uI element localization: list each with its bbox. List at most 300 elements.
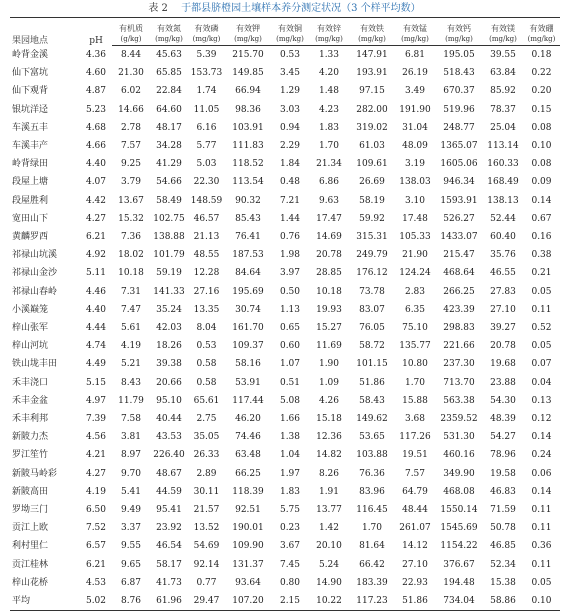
value-cell: 1.09 bbox=[318, 377, 340, 388]
value-cell: 7.31 bbox=[120, 286, 142, 297]
value-cell: 193.91 bbox=[356, 68, 388, 79]
value-cell: 1.07 bbox=[279, 359, 301, 370]
value-cell: 191.90 bbox=[399, 104, 431, 115]
header-col-name: 有效锌 bbox=[309, 18, 349, 34]
value-cell: 1.74 bbox=[196, 86, 217, 97]
value-cell: 74.46 bbox=[235, 432, 261, 443]
value-cell: 66.94 bbox=[235, 86, 261, 97]
value-cell: 23.92 bbox=[156, 523, 182, 534]
value-cell: 6.21 bbox=[85, 232, 107, 243]
value-cell: 85.92 bbox=[490, 86, 516, 97]
table-header bbox=[10, 18, 560, 46]
value-cell: 5.21 bbox=[120, 359, 142, 370]
value-cell: 13.67 bbox=[118, 195, 144, 206]
value-cell: 9.70 bbox=[120, 468, 142, 479]
value-cell: 946.34 bbox=[443, 177, 475, 188]
value-cell: 111.83 bbox=[232, 141, 264, 152]
value-cell: 13.35 bbox=[193, 304, 220, 315]
value-cell: 64.60 bbox=[156, 104, 182, 115]
value-cell: 76.05 bbox=[359, 323, 385, 334]
table-row bbox=[10, 556, 560, 574]
value-cell: 1545.69 bbox=[440, 523, 478, 534]
value-cell: 75.10 bbox=[402, 323, 428, 334]
value-cell: 0.76 bbox=[279, 232, 301, 243]
value-cell: 54.30 bbox=[490, 395, 516, 406]
table-row bbox=[10, 301, 560, 319]
value-cell: 10.18 bbox=[118, 268, 144, 279]
value-cell: 4.49 bbox=[85, 359, 107, 370]
value-cell: 15.88 bbox=[402, 395, 428, 406]
value-cell: 5.75 bbox=[279, 505, 301, 516]
value-cell: 5.41 bbox=[120, 486, 142, 497]
value-cell: 190.01 bbox=[232, 523, 264, 534]
value-cell: 0.67 bbox=[531, 213, 552, 224]
value-cell: 6.35 bbox=[404, 304, 426, 315]
value-cell: 221.66 bbox=[443, 341, 475, 352]
value-cell: 78.96 bbox=[490, 450, 516, 461]
value-cell: 10.22 bbox=[309, 592, 349, 611]
value-cell: 65.85 bbox=[156, 68, 182, 79]
value-cell: 4.74 bbox=[85, 341, 107, 352]
value-cell: 149.62 bbox=[356, 414, 388, 425]
value-cell: 1.70 bbox=[318, 141, 340, 152]
site-cell: 仙下富坑 bbox=[12, 68, 49, 79]
value-cell: 1.44 bbox=[279, 213, 301, 224]
value-cell: 5.23 bbox=[85, 104, 107, 115]
value-cell: 195.05 bbox=[443, 50, 475, 60]
value-cell: 4.40 bbox=[85, 159, 107, 170]
value-cell: 2.89 bbox=[196, 468, 217, 479]
header-col-name: 有效钾 bbox=[225, 18, 271, 34]
value-cell: 53.91 bbox=[235, 377, 261, 388]
value-cell: 0.11 bbox=[531, 523, 552, 534]
value-cell: 6.86 bbox=[318, 177, 340, 188]
value-cell: 168.49 bbox=[487, 177, 519, 188]
table-row bbox=[10, 82, 560, 100]
site-cell: 祁禄山春岭 bbox=[12, 286, 58, 297]
table-caption bbox=[0, 2, 569, 16]
value-cell: 248.77 bbox=[443, 122, 475, 133]
value-cell: 6.57 bbox=[85, 541, 107, 552]
value-cell: 1.83 bbox=[279, 486, 301, 497]
site-cell: 银坑洋迳 bbox=[12, 104, 49, 115]
value-cell: 48.44 bbox=[402, 505, 428, 516]
value-cell: 20.78 bbox=[316, 250, 342, 261]
value-cell: 4.07 bbox=[85, 177, 107, 188]
table-row bbox=[10, 446, 560, 464]
value-cell: 4.66 bbox=[85, 141, 107, 152]
table-row bbox=[10, 101, 560, 119]
value-cell: 19.51 bbox=[402, 450, 428, 461]
value-cell: 187.53 bbox=[232, 250, 264, 261]
value-cell: 4.97 bbox=[85, 395, 107, 406]
value-cell: 4.19 bbox=[85, 486, 107, 497]
table-row bbox=[10, 283, 560, 301]
value-cell: 194.48 bbox=[443, 577, 475, 588]
header-site: 果园地点 bbox=[10, 18, 80, 46]
value-cell: 7.52 bbox=[85, 523, 107, 534]
value-cell: 46.20 bbox=[235, 414, 261, 425]
nutrient-table-container bbox=[10, 17, 560, 611]
value-cell: 138.88 bbox=[153, 232, 185, 243]
value-cell: 2.78 bbox=[120, 122, 142, 133]
value-cell: 138.03 bbox=[399, 177, 431, 188]
value-cell: 315.31 bbox=[356, 232, 388, 243]
value-cell: 54.66 bbox=[156, 177, 182, 188]
nutrient-table bbox=[10, 17, 560, 611]
value-cell: 0.24 bbox=[531, 450, 552, 461]
value-cell: 5.61 bbox=[120, 323, 142, 334]
value-cell: 1.70 bbox=[404, 377, 426, 388]
table-row bbox=[10, 137, 560, 155]
value-cell: 0.08 bbox=[531, 122, 552, 133]
value-cell: 0.60 bbox=[279, 341, 301, 352]
value-cell: 22.30 bbox=[193, 177, 220, 188]
value-cell: 61.96 bbox=[150, 592, 188, 611]
value-cell: 28.85 bbox=[316, 268, 342, 279]
table-row bbox=[10, 537, 560, 555]
value-cell: 6.21 bbox=[85, 559, 107, 570]
value-cell: 7.39 bbox=[85, 414, 107, 425]
value-cell: 0.65 bbox=[279, 323, 301, 334]
value-cell: 215.70 bbox=[232, 50, 264, 60]
value-cell: 46.57 bbox=[193, 213, 220, 224]
value-cell: 2.75 bbox=[196, 414, 217, 425]
header-col-name: 有机质 bbox=[112, 18, 150, 34]
value-cell: 153.73 bbox=[190, 68, 223, 79]
header-col-name: 有效钙 bbox=[435, 18, 483, 34]
value-cell: 14.90 bbox=[316, 577, 342, 588]
value-cell: 51.86 bbox=[359, 377, 385, 388]
value-cell: 0.51 bbox=[279, 377, 301, 388]
site-cell: 贡江桂林 bbox=[12, 559, 49, 570]
value-cell: 468.64 bbox=[443, 268, 475, 279]
value-cell: 4.68 bbox=[85, 122, 107, 133]
value-cell: 531.30 bbox=[443, 432, 475, 443]
value-cell: 63.84 bbox=[490, 68, 516, 79]
value-cell: 45.63 bbox=[156, 50, 182, 60]
value-cell: 0.07 bbox=[531, 359, 552, 370]
header-col-unit: (mg/kg) bbox=[435, 33, 483, 46]
site-cell: 罗江笙竹 bbox=[12, 450, 49, 461]
value-cell: 59.19 bbox=[156, 268, 182, 279]
value-cell: 109.37 bbox=[232, 341, 264, 352]
value-cell: 21.90 bbox=[402, 250, 428, 261]
value-cell: 4.20 bbox=[318, 68, 340, 79]
value-cell: 3.10 bbox=[404, 195, 426, 206]
value-cell: 4.27 bbox=[85, 213, 107, 224]
value-cell: 27.10 bbox=[490, 304, 516, 315]
table-number: 表 2 bbox=[148, 3, 168, 14]
value-cell: 17.47 bbox=[316, 213, 342, 224]
value-cell: 0.22 bbox=[531, 68, 552, 79]
value-cell: 5.08 bbox=[279, 395, 301, 406]
value-cell: 31.04 bbox=[402, 122, 428, 133]
site-cell: 新陂力杰 bbox=[12, 432, 49, 443]
value-cell: 8.97 bbox=[120, 450, 142, 461]
site-cell: 车溪丰产 bbox=[12, 141, 49, 152]
value-cell: 35.76 bbox=[490, 250, 516, 261]
value-cell: 11.05 bbox=[193, 104, 220, 115]
value-cell: 58.49 bbox=[156, 195, 182, 206]
value-cell: 5.24 bbox=[318, 559, 340, 570]
table-row bbox=[10, 574, 560, 592]
value-cell: 48.09 bbox=[402, 141, 428, 152]
value-cell: 131.37 bbox=[232, 559, 264, 570]
value-cell: 58.17 bbox=[156, 559, 182, 570]
value-cell: 1.33 bbox=[318, 50, 340, 60]
value-cell: 116.45 bbox=[356, 505, 388, 516]
value-cell: 102.75 bbox=[153, 213, 185, 224]
header-col-name: 有效镁 bbox=[483, 18, 523, 34]
value-cell: 4.21 bbox=[85, 450, 107, 461]
value-cell: 71.59 bbox=[490, 505, 516, 516]
header-col-name: 有效氮 bbox=[150, 18, 188, 34]
value-cell: 5.02 bbox=[80, 592, 112, 611]
value-cell: 48.17 bbox=[156, 122, 182, 133]
value-cell: 148.59 bbox=[190, 195, 223, 206]
value-cell: 1.48 bbox=[318, 86, 340, 97]
value-cell: 5.11 bbox=[85, 268, 107, 279]
table-row bbox=[10, 374, 560, 392]
value-cell: 64.79 bbox=[402, 486, 428, 497]
value-cell: 1365.07 bbox=[440, 141, 478, 152]
header-col-name: 有效锰 bbox=[395, 18, 435, 34]
header-col-unit: (mg/kg) bbox=[395, 33, 435, 46]
header-col-unit: (mg/kg) bbox=[309, 33, 349, 46]
value-cell: 7.36 bbox=[120, 232, 142, 243]
value-cell: 18.02 bbox=[118, 250, 144, 261]
site-cell: 铁山垅丰田 bbox=[12, 359, 58, 370]
value-cell: 10.80 bbox=[402, 359, 428, 370]
value-cell: 0.10 bbox=[531, 141, 552, 152]
site-cell: 梓山河坑 bbox=[12, 341, 49, 352]
value-cell: 21.13 bbox=[193, 232, 220, 243]
value-cell: 4.27 bbox=[85, 468, 107, 479]
value-cell: 27.16 bbox=[193, 286, 220, 297]
value-cell: 81.64 bbox=[359, 541, 385, 552]
value-cell: 14.12 bbox=[402, 541, 428, 552]
value-cell: 65.61 bbox=[193, 395, 220, 406]
value-cell: 176.12 bbox=[356, 268, 388, 279]
table-row bbox=[10, 246, 560, 264]
value-cell: 39.27 bbox=[490, 323, 516, 334]
value-cell: 0.14 bbox=[531, 195, 552, 206]
value-cell: 5.77 bbox=[196, 141, 217, 152]
value-cell: 22.93 bbox=[402, 577, 428, 588]
value-cell: 6.02 bbox=[120, 86, 142, 97]
value-cell: 5.03 bbox=[196, 159, 217, 170]
header-col-unit: (g/kg) bbox=[112, 33, 150, 46]
value-cell: 84.64 bbox=[235, 268, 261, 279]
value-cell: 6.50 bbox=[85, 505, 107, 516]
value-cell: 0.80 bbox=[279, 577, 301, 588]
value-cell: 93.64 bbox=[235, 577, 261, 588]
value-cell: 0.36 bbox=[531, 541, 552, 552]
value-cell: 58.19 bbox=[359, 195, 385, 206]
value-cell: 30.11 bbox=[193, 486, 220, 497]
value-cell: 0.11 bbox=[531, 559, 552, 570]
value-cell: 2.15 bbox=[271, 592, 309, 611]
site-cell: 新陂高田 bbox=[12, 486, 49, 497]
value-cell: 18.26 bbox=[156, 341, 182, 352]
value-cell: 107.20 bbox=[225, 592, 271, 611]
site-cell: 利村里仁 bbox=[12, 541, 49, 552]
value-cell: 21.34 bbox=[316, 159, 342, 170]
value-cell: 195.69 bbox=[232, 286, 264, 297]
value-cell: 61.03 bbox=[359, 141, 385, 152]
value-cell: 48.55 bbox=[193, 250, 220, 261]
site-cell: 仙下观背 bbox=[12, 86, 49, 97]
header-col-unit: (mg/kg) bbox=[188, 33, 225, 46]
value-cell: 4.19 bbox=[120, 341, 142, 352]
value-cell: 319.02 bbox=[356, 122, 388, 133]
value-cell: 20.66 bbox=[156, 377, 182, 388]
value-cell: 0.16 bbox=[531, 232, 552, 243]
header-col-unit: (mg/kg) bbox=[523, 33, 560, 46]
table-title: 于都县脐橙园土壤样本养分测定状况（3 个样平均数） bbox=[181, 3, 421, 14]
value-cell: 5.15 bbox=[85, 377, 107, 388]
header-col-unit: (mg/kg) bbox=[225, 33, 271, 46]
table-row bbox=[10, 483, 560, 501]
value-cell: 92.51 bbox=[235, 505, 261, 516]
value-cell: 4.40 bbox=[85, 304, 107, 315]
value-cell: 58.16 bbox=[235, 359, 261, 370]
value-cell: 46.83 bbox=[490, 486, 516, 497]
value-cell: 0.09 bbox=[531, 177, 552, 188]
value-cell: 35.05 bbox=[193, 432, 220, 443]
value-cell: 4.53 bbox=[85, 577, 107, 588]
value-cell: 63.48 bbox=[235, 450, 261, 461]
value-cell: 2.83 bbox=[404, 286, 426, 297]
value-cell: 518.43 bbox=[443, 68, 475, 79]
value-cell: 98.36 bbox=[235, 104, 261, 115]
site-cell: 岭背金溪 bbox=[12, 49, 49, 60]
value-cell: 9.25 bbox=[120, 159, 142, 170]
header-col-unit: (mg/kg) bbox=[349, 33, 395, 46]
value-cell: 15.32 bbox=[118, 213, 144, 224]
value-cell: 670.37 bbox=[443, 86, 475, 97]
value-cell: 0.77 bbox=[196, 577, 217, 588]
table-row bbox=[10, 173, 560, 191]
site-cell: 罗坳三门 bbox=[12, 505, 49, 516]
value-cell: 563.38 bbox=[443, 395, 475, 406]
value-cell: 3.97 bbox=[279, 268, 301, 279]
value-cell: 15.38 bbox=[490, 577, 516, 588]
value-cell: 1593.91 bbox=[440, 195, 478, 206]
value-cell: 1.13 bbox=[279, 304, 301, 315]
value-cell: 1.66 bbox=[279, 414, 301, 425]
value-cell: 117.44 bbox=[232, 395, 264, 406]
value-cell: 0.06 bbox=[531, 468, 552, 479]
site-cell: 段屋上塘 bbox=[12, 177, 49, 188]
table-row bbox=[10, 465, 560, 483]
value-cell: 39.38 bbox=[156, 359, 182, 370]
value-cell: 0.52 bbox=[531, 323, 552, 334]
value-cell: 124.24 bbox=[399, 268, 431, 279]
site-cell: 宽田山下 bbox=[12, 213, 49, 224]
value-cell: 58.86 bbox=[483, 592, 523, 611]
value-cell: 1.70 bbox=[361, 523, 383, 534]
value-cell: 52.44 bbox=[490, 213, 516, 224]
value-cell: 149.85 bbox=[232, 68, 264, 79]
value-cell: 1.84 bbox=[279, 159, 301, 170]
value-cell: 9.49 bbox=[120, 505, 142, 516]
value-cell: 50.78 bbox=[490, 523, 516, 534]
value-cell: 9.63 bbox=[318, 195, 340, 206]
table-body bbox=[10, 46, 560, 611]
value-cell: 54.27 bbox=[490, 432, 516, 443]
table-row bbox=[10, 319, 560, 337]
table-row bbox=[10, 392, 560, 410]
value-cell: 3.79 bbox=[120, 177, 142, 188]
value-cell: 1154.22 bbox=[440, 541, 478, 552]
value-cell: 59.92 bbox=[359, 213, 385, 224]
value-cell: 103.88 bbox=[356, 450, 388, 461]
value-cell: 0.23 bbox=[279, 523, 301, 534]
value-cell: 11.69 bbox=[316, 341, 342, 352]
header-col-unit: (mg/kg) bbox=[483, 33, 523, 46]
site-cell: 岭背绿田 bbox=[12, 159, 49, 170]
value-cell: 19.93 bbox=[316, 304, 342, 315]
value-cell: 92.14 bbox=[193, 559, 220, 570]
value-cell: 109.61 bbox=[356, 159, 388, 170]
value-cell: 3.49 bbox=[404, 86, 426, 97]
header-ph: pH bbox=[80, 18, 112, 46]
table-row bbox=[10, 428, 560, 446]
table-row bbox=[10, 501, 560, 519]
value-cell: 0.08 bbox=[531, 159, 552, 170]
header-col-name: 有效铁 bbox=[349, 18, 395, 34]
value-cell: 4.42 bbox=[85, 195, 107, 206]
value-cell: 26.19 bbox=[402, 68, 428, 79]
site-cell: 祁禄山金沙 bbox=[12, 268, 58, 279]
value-cell: 1.83 bbox=[318, 122, 340, 133]
value-cell: 101.15 bbox=[356, 359, 388, 370]
average-row bbox=[10, 592, 560, 611]
value-cell: 118.52 bbox=[232, 159, 264, 170]
value-cell: 46.55 bbox=[490, 268, 516, 279]
value-cell: 35.24 bbox=[156, 304, 182, 315]
value-cell: 349.90 bbox=[443, 468, 475, 479]
value-cell: 0.21 bbox=[531, 268, 552, 279]
value-cell: 4.26 bbox=[318, 395, 340, 406]
value-cell: 1.98 bbox=[279, 250, 301, 261]
site-cell: 小溪巅笼 bbox=[12, 304, 49, 315]
value-cell: 26.69 bbox=[359, 177, 385, 188]
value-cell: 13.52 bbox=[193, 523, 220, 534]
value-cell: 19.68 bbox=[490, 359, 516, 370]
value-cell: 66.25 bbox=[235, 468, 261, 479]
value-cell: 237.30 bbox=[443, 359, 475, 370]
value-cell: 11.79 bbox=[118, 395, 144, 406]
site-cell: 黄麟罗西 bbox=[12, 232, 49, 243]
value-cell: 4.46 bbox=[85, 286, 107, 297]
table-row bbox=[10, 337, 560, 355]
value-cell: 0.53 bbox=[279, 50, 301, 60]
value-cell: 0.14 bbox=[531, 432, 552, 443]
value-cell: 4.92 bbox=[85, 250, 107, 261]
value-cell: 101.79 bbox=[153, 250, 185, 261]
value-cell: 0.48 bbox=[279, 177, 301, 188]
value-cell: 117.26 bbox=[399, 432, 431, 443]
value-cell: 3.45 bbox=[279, 68, 301, 79]
value-cell: 7.47 bbox=[120, 304, 142, 315]
value-cell: 46.85 bbox=[490, 541, 516, 552]
value-cell: 0.15 bbox=[531, 104, 552, 115]
value-cell: 0.58 bbox=[196, 377, 217, 388]
value-cell: 48.67 bbox=[156, 468, 182, 479]
